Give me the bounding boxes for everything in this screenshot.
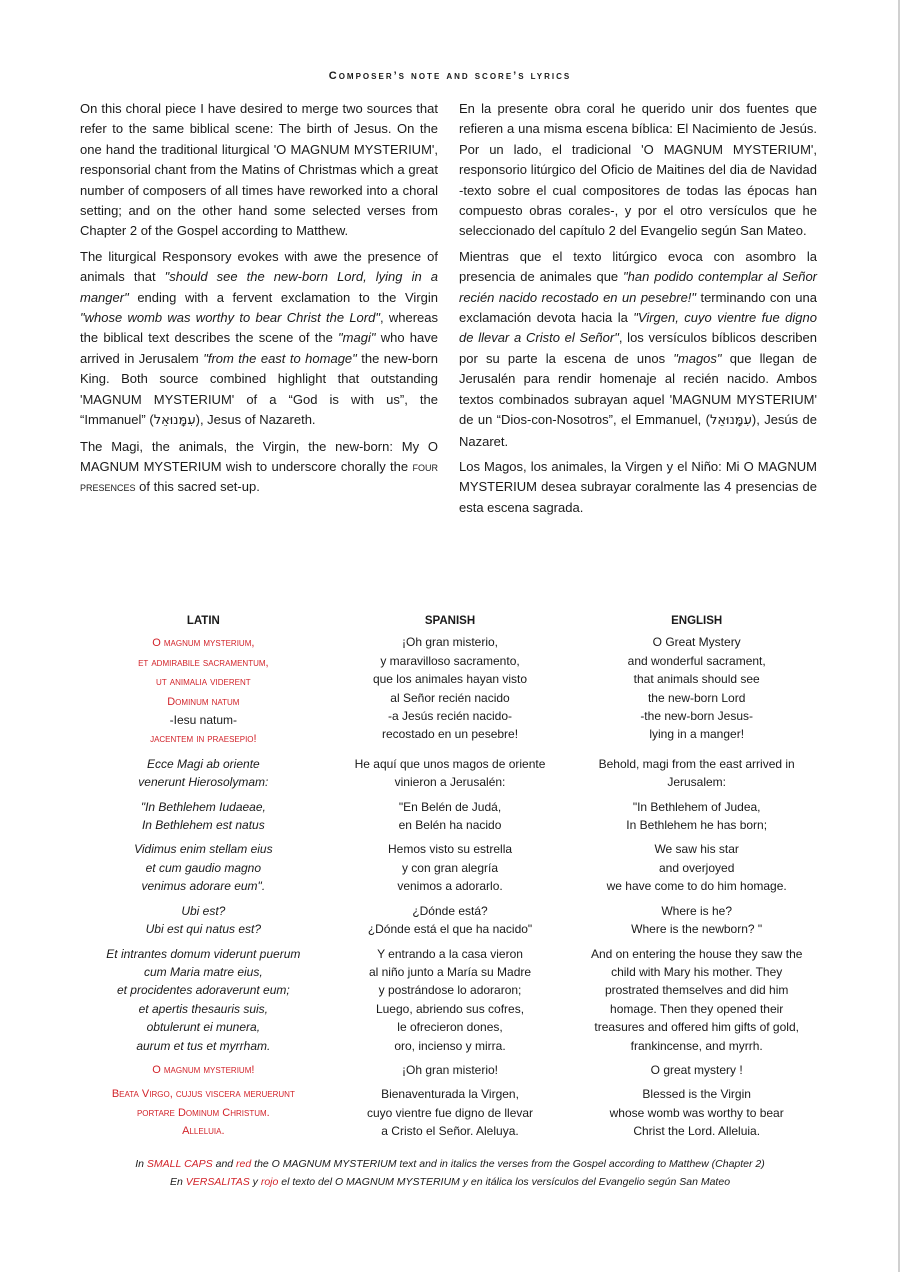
english-header: ENGLISH [671,615,723,627]
note-en-paragraph-3: The Magi, the animals, the Virgin, the new-born: My O MAGNUM MYSTERIUM wish to underscore chorally the four presences of this sacred set-up. [80,438,438,495]
page-title: Composer’s note and score’s lyrics [328,70,572,82]
lyrics-stanza [80,945,820,1055]
lyrics-stanza [80,633,820,748]
english-cell: We saw his star and overjoyed we have come to do him homage. [606,842,787,894]
lyrics-header-row [80,612,820,633]
spanish-header: SPANISH [424,615,476,627]
english-cell: O Great Mystery and wonderful sacrament, that animals should see the new-born Lord -the new-born Jesus- lying in a manger! [627,635,766,742]
latin-cell: Vidimus enim stellam eius et cum gaudio magno venimus adorare eum". [134,842,273,894]
latin-cell: Ubi est? Ubi est qui natus est? [145,903,262,937]
note-en-paragraph-2: The liturgical Responsory evokes with awe the presence of animals that "should see the new-born Lord, lying in a manger" ending with a fervent exclamation to the Virgin "whose womb was worthy to bear Christ the Lord", whereas the biblical text describes the scene of the "magi" who have arrived in Jerusalem "from the east to homage" the new-born King. Both source combined highlight that outstanding 'MAGNUM MYSTERIUM' of a “God is with us”, the “Immanuel” (עִמָּנוּאֵל), Jesus of Nazareth. [80,248,438,429]
lyrics-stanza [80,755,820,792]
note-es-paragraph-3: Los Magos, los animales, la Virgen y el Niño: Mi O MAGNUM MYSTERIUM desea subrayar coralmente las 4 presencias de esta escena sagrada. [459,458,817,515]
english-cell: And on entering the house they saw the child with Mary his mother. They prostrated themselves and did him homage. Then they opened their treasures and offered him gifts of gold, frankincense, and myrrh. [590,946,803,1053]
english-cell: Blessed is the Virgin whose womb was worthy to bear Christ the Lord. Alleluia. [609,1087,784,1139]
spanish-cell: ¡Oh gran misterio! [401,1062,499,1077]
spanish-cell: Y entrando a la casa vieron al niño junto a María su Madre y postrándose lo adoraron; Luego, abriendo sus cofres, le ofrecieron dones, oro, incienso y mirra. [368,946,532,1053]
hebrew-emmanuel: עִמָּנוּאֵל [709,413,752,429]
spanish-cell: "En Belén de Judá, en Belén ha nacido [398,799,502,833]
footnote-spanish: En VERSALITAS y rojo el texto del O MAGNUM MYSTERIUM y en itálica los versículos del Evangelio según San Mateo [169,1176,731,1188]
note-en-paragraph-1: On this choral piece I have desired to merge two sources that refer to the same biblical scene: The birth of Jesus. On the one hand the traditional liturgical 'O MAGNUM MYSTERIUM', responsorial chant from the Matins of Christmas which a great number of composers of all times have reworked into a choral setting; and on the other hand some selected verses from Chapter 2 of the Gospel according to Matthew. [80,101,438,239]
spanish-cell: ¡Oh gran misterio, y maravilloso sacramento, que los animales hayan visto al Señor recién nacido -a Jesús recién nacido- recostado en un pesebre! [372,635,528,742]
latin-cell: O magnum mysterium! [152,1063,255,1076]
lyrics-stanza [80,798,820,835]
note-english-column [80,99,438,503]
note-es-paragraph-2: Mientras que el texto litúrgico evoca con asombro la presencia de animales que "han podido contemplar al Señor recién nacido recostado en un pesebre!" terminando con una exclamación devota hacia la "Virgen, cuyo vientre fue digno de llevar a Cristo el Señor", los versículos bíblicos describen por su parte la escena de unos "magos" que llegan de Jerusalén para rendir homenaje al recién nacido. Ambos textos combinados subrayan aquel 'MAGNUM MYSTERIUM' de un “Dios-con-Nosotros”, el Emmanuel, (עִמָּנוּאֵל), Jesús de Nazaret. [459,248,817,449]
spanish-cell: Hemos visto su estrella y con gran alegría venimos a adorarlo. [387,842,513,894]
english-cell: Behold, magi from the east arrived in Jerusalem: [598,756,795,790]
spanish-cell: ¿Dónde está? ¿Dónde está el que ha nacido" [367,903,533,937]
english-cell: Where is he? Where is the newborn? " [631,903,763,937]
footnote-english: In SMALL CAPS and red the O MAGNUM MYSTERIUM text and in italics the verses from the Gospel according to Matthew (Chapter 2) [135,1158,765,1170]
latin-cell: Beata Virgo, cujus viscera meruerunt portare Dominum Christum. Alleluia. [111,1088,295,1138]
hebrew-immanuel: עִמָּנוּאֵל [153,413,196,429]
english-cell: "In Bethlehem of Judea, In Bethlehem he has born; [626,799,768,833]
note-es-paragraph-1: En la presente obra coral he querido unir dos fuentes que refieren a una misma escena bíblica: El Nacimiento de Jesús. Por un lado, el tradicional 'O MAGNUM MYSTERIUM', responsorio litúrgico del Oficio de Maitines del dia de Navidad -texto sobre el cual compositores de todas las épocas han compuesto obras corales-, y por el otro versículos que he seleccionado del capítulo 2 del Evangelio según San Mateo. [459,101,817,239]
lyrics-stanza [80,902,820,939]
lyrics-stanza [80,840,820,895]
latin-cell: Et intrantes domum viderunt puerum cum Maria matre eius, et procidentes adoraverunt eum; et apertis thesauris suis, obtulerunt ei munera, aurum et tus et myrrham. [106,946,301,1053]
lyrics-stanza [80,1061,820,1079]
latin-cell: O magnum mysterium, et admirabile sacramentum, ut animalia viderent Dominum natum -Iesu natum- jacentem in praesepio! [138,637,269,746]
lyrics-table [80,612,820,1141]
spanish-cell: He aquí que unos magos de oriente vinieron a Jerusalén: [354,756,546,790]
footnote [0,1155,900,1191]
latin-cell: Ecce Magi ab oriente venerunt Hierosolymam: [138,756,269,790]
lyrics-stanza [80,1085,820,1140]
note-spanish-column [459,99,817,523]
latin-cell: "In Bethlehem Iudaeae, In Bethlehem est natus [140,799,266,833]
latin-header: LATIN [186,615,220,627]
english-cell: O great mystery ! [650,1062,743,1077]
spanish-cell: Bienaventurada la Virgen, cuyo vientre fue digno de llevar a Cristo el Señor. Aleluya. [366,1087,534,1139]
